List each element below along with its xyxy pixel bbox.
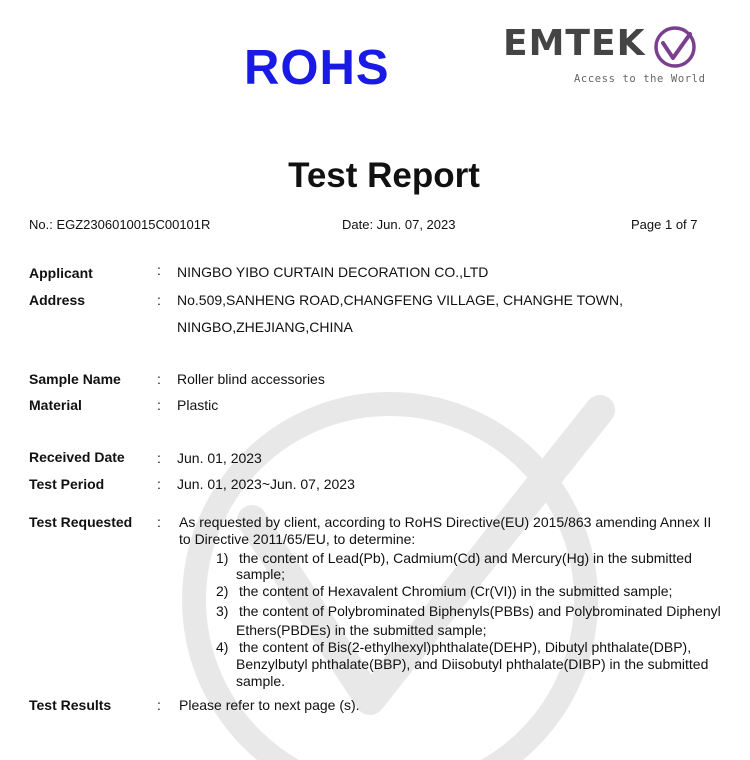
emtek-logo-text: EMTEK xyxy=(503,23,646,64)
test-item-line: the content of Hexavalent Chromium (Cr(VI)) in the submitted sample; xyxy=(239,583,673,599)
test-requested-intro-2: to Directive 2011/65/EU, to determine: xyxy=(179,531,416,547)
test-results-value: Please refer to next page (s). xyxy=(179,697,360,713)
test-item-line: the content of Bis(2-ethylhexyl)phthalate(DEHP), Dibutyl phthalate(DBP), xyxy=(239,639,692,655)
report-number: No.: EGZ2306010015C00101R xyxy=(29,217,211,232)
received-date-value: Jun. 01, 2023 xyxy=(177,450,262,466)
page-title: Test Report xyxy=(288,156,480,195)
emtek-check-icon xyxy=(652,24,698,70)
material-colon: : xyxy=(157,397,161,413)
test-period-colon: : xyxy=(157,476,161,492)
test-item-line: sample; xyxy=(236,566,286,582)
address-line-2: NINGBO,ZHEJIANG,CHINA xyxy=(177,319,353,335)
applicant-colon: : xyxy=(157,262,161,278)
test-item-number: 1) xyxy=(216,550,229,566)
sample-name-label: Sample Name xyxy=(29,371,121,387)
address-line-1: No.509,SANHENG ROAD,CHANGFENG VILLAGE, CHANGHE TOWN, xyxy=(177,292,624,308)
address-colon: : xyxy=(157,292,161,308)
sample-name-colon: : xyxy=(157,371,161,387)
applicant-value: NINGBO YIBO CURTAIN DECORATION CO.,LTD xyxy=(177,264,489,280)
address-label: Address xyxy=(29,292,86,308)
received-date-label: Received Date xyxy=(29,449,125,465)
test-requested-label: Test Requested xyxy=(29,514,133,530)
material-value: Plastic xyxy=(177,397,219,413)
test-item-number: 2) xyxy=(216,583,229,599)
material-label: Material xyxy=(29,397,82,413)
received-date-colon: : xyxy=(157,450,161,466)
test-results-colon: : xyxy=(157,697,161,713)
rohs-logo: ROHS xyxy=(244,41,390,95)
sample-name-value: Roller blind accessories xyxy=(177,371,325,387)
applicant-label: Applicant xyxy=(29,265,93,281)
test-period-label: Test Period xyxy=(29,476,105,492)
test-item-line: Ethers(PBDEs) in the submitted sample; xyxy=(236,622,487,638)
test-results-label: Test Results xyxy=(29,697,112,713)
test-period-value: Jun. 01, 2023~Jun. 07, 2023 xyxy=(177,476,355,492)
test-item-number: 3) xyxy=(216,603,229,619)
test-item-line: Benzylbutyl phthalate(BBP), and Diisobutyl phthalate(DIBP) in the submitted xyxy=(236,656,709,672)
test-requested-intro-1: As requested by client, according to RoHS Directive(EU) 2015/863 amending Annex II xyxy=(179,514,712,530)
page-number: Page 1 of 7 xyxy=(631,217,698,232)
emtek-tagline: Access to the World xyxy=(574,73,706,85)
test-item-line: the content of Lead(Pb), Cadmium(Cd) and Mercury(Hg) in the submitted xyxy=(239,550,692,566)
test-item-number: 4) xyxy=(216,639,229,655)
test-item-line: sample. xyxy=(236,673,286,689)
report-date: Date: Jun. 07, 2023 xyxy=(342,217,456,232)
test-item-line: the content of Polybrominated Biphenyls(PBBs) and Polybrominated Diphenyl xyxy=(239,603,721,619)
test-requested-colon: : xyxy=(157,514,161,530)
